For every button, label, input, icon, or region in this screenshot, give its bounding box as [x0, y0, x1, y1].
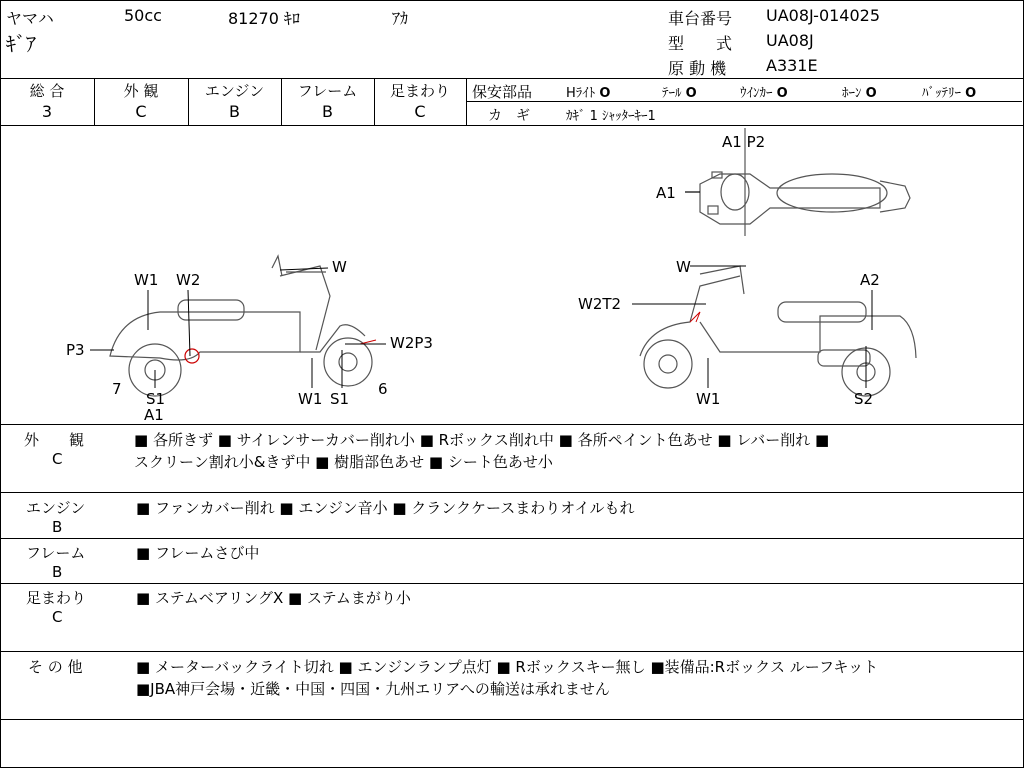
- key-value: ｶｷﾞ 1 ｼｬｯﾀｰｷｰ1: [566, 109, 656, 124]
- label-left-w1b: W1: [298, 390, 323, 408]
- label-left-w: W: [332, 258, 347, 276]
- mileage: 81270 ｷﾛ: [228, 9, 300, 28]
- displacement: 50cc: [124, 6, 162, 25]
- safety-battery: ﾊﾞｯﾃﾘｰ O: [922, 86, 977, 101]
- section-frame-grade: B: [52, 563, 63, 581]
- label-top-a1p2: A1 P2: [722, 133, 766, 151]
- grade-frame-value: B: [322, 102, 333, 121]
- label-left-6: 6: [378, 380, 388, 398]
- section-exterior-title: 外 観: [24, 431, 85, 449]
- label-left-7: 7: [112, 380, 122, 398]
- engine-value: A331E: [766, 56, 818, 75]
- section-exterior-grade: C: [52, 450, 63, 468]
- section-suspension-title: 足まわり: [26, 589, 87, 607]
- grade-frame-label: フレーム: [297, 82, 358, 100]
- grade-exterior-value: C: [135, 102, 147, 121]
- section-exterior-line2: スクリーン割れ小&きず中 ■ 樹脂部色あせ ■ シート色あせ小: [134, 453, 553, 471]
- section-frame-title: フレーム: [26, 544, 86, 562]
- section-exterior-line1: ■ 各所きず ■ サイレンサーカバー削れ小 ■ Rボックス削れ中 ■ 各所ペイント色あせ ■ レバー削れ ■: [134, 431, 830, 449]
- section-suspension-line1: ■ ステムベアリングX ■ ステムまがり小: [136, 589, 411, 607]
- safety-tail: ﾃｰﾙ O: [662, 86, 697, 101]
- safety-label: 保安部品: [472, 83, 533, 101]
- section-engine-line1: ■ ファンカバー削れ ■ エンジン音小 ■ クランクケースまわりオイルもれ: [136, 499, 635, 517]
- safety-winker: ｳｲﾝｶｰ O: [740, 86, 788, 101]
- divider: [0, 492, 1024, 493]
- type-value: UA08J: [766, 31, 814, 50]
- label-left-w2: W2: [176, 271, 201, 289]
- divider: [0, 538, 1024, 539]
- label-right-w1: W1: [696, 390, 721, 408]
- divider: [466, 101, 1022, 102]
- divider: [0, 78, 1024, 79]
- divider: [0, 583, 1024, 584]
- section-suspension-grade: C: [52, 608, 63, 626]
- engine-label: 原 動 機: [668, 59, 727, 78]
- maker: ヤマハ: [6, 9, 54, 28]
- grade-total-label: 総 合: [29, 82, 65, 100]
- damage-mark: [360, 340, 376, 344]
- label-left-w2p3: W2P3: [390, 334, 433, 352]
- type-label: 型 式: [668, 34, 733, 53]
- grade-engine-value: B: [229, 102, 240, 121]
- divider: [0, 719, 1024, 720]
- section-other-title: そ の 他: [28, 658, 83, 676]
- model-name: ｷﾞｱ: [6, 32, 36, 56]
- label-left-s1b: S1: [330, 390, 350, 408]
- key-label: カ ギ: [488, 108, 530, 124]
- label-left-s1: S1: [146, 390, 166, 408]
- section-frame-line1: ■ フレームさび中: [136, 544, 260, 562]
- frame-no-label: 車台番号: [668, 9, 733, 28]
- damage-diagram: [0, 126, 1024, 424]
- grade-suspension-label: 足まわり: [389, 82, 450, 100]
- section-engine-title: エンジン: [26, 499, 86, 517]
- label-right-w: W: [676, 258, 691, 276]
- section-other-line1: ■ メーターバックライト切れ ■ エンジンランプ点灯 ■ Rボックスキー無し ■装備品:Rボックス ルーフキット: [136, 658, 879, 676]
- scooter-top-view: [685, 128, 910, 236]
- color: ｱｶ: [392, 9, 409, 28]
- divider: [0, 651, 1024, 652]
- label-top-a1: A1: [656, 184, 676, 202]
- label-right-w2t2: W2T2: [578, 295, 622, 313]
- divider: [0, 424, 1024, 425]
- safety-horn: ﾎｰﾝ O: [842, 86, 877, 101]
- safety-headlight: Hﾗｲﾄ O: [566, 86, 611, 101]
- grade-exterior-label: 外 観: [123, 82, 159, 100]
- label-right-a2: A2: [860, 271, 880, 289]
- label-left-a1: A1: [144, 406, 164, 424]
- grade-suspension-value: C: [414, 102, 426, 121]
- label-left-w1: W1: [134, 271, 159, 289]
- grade-total-value: 3: [41, 102, 53, 121]
- label-left-p3: P3: [66, 341, 85, 359]
- section-engine-grade: B: [52, 518, 63, 536]
- label-right-s2: S2: [854, 390, 874, 408]
- frame-no: UA08J-014025: [766, 6, 881, 25]
- section-other-line2: ■JBA神戸会場・近畿・中国・四国・九州エリアへの輸送は承れません: [136, 680, 610, 698]
- damage-mark: [185, 349, 199, 363]
- grade-engine-label: エンジン: [204, 82, 265, 100]
